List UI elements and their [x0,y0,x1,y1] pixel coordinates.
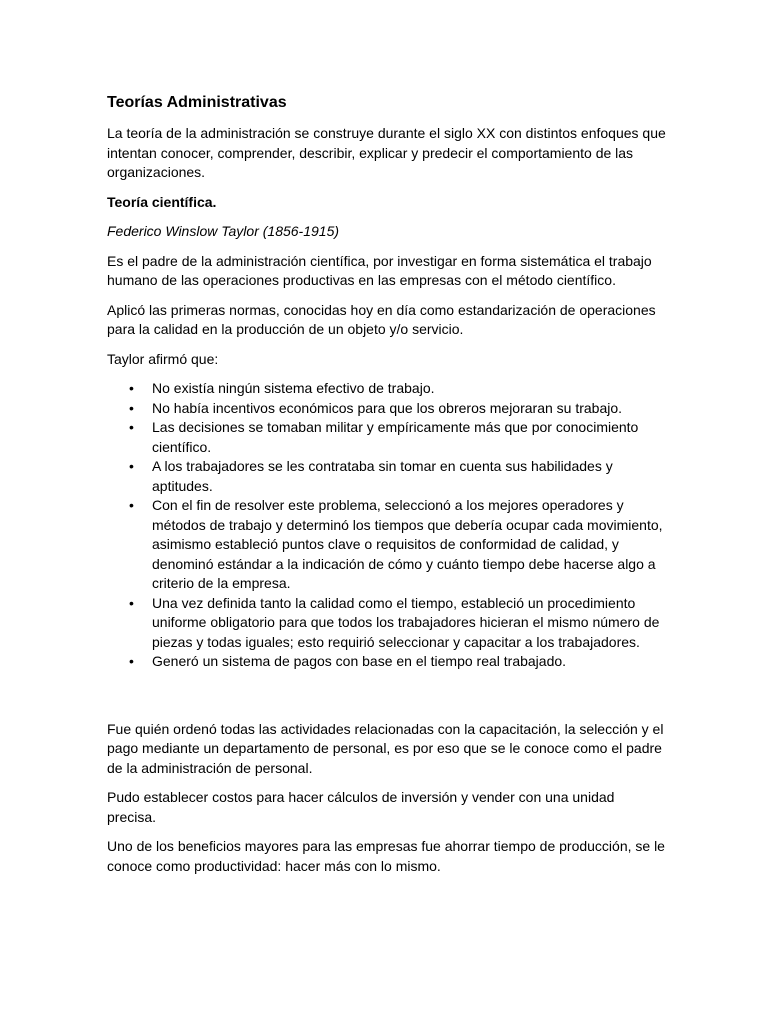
list-item-text: Las decisiones se tomaban militar y empíricamente más que por conocimiento científico. [152,419,639,455]
blank-line [107,682,667,720]
list-item-text: Una vez definida tanto la calidad como el tiempo, estableció un procedimiento uniforme obligatorio para que todos los trabajadores hicieran el mismo número de piezas y todas iguales; esto requirió seleccionar y capacitar a los trabajadores. [152,594,660,650]
list-intro: Taylor afirmó que: [107,350,219,367]
paragraph-4: Pudo establecer costos para hacer cálculos de inversión y vender con una unidad precisa. [107,789,615,825]
list-item [129,496,667,594]
author-line: Federico Winslow Taylor (1856-1915) [107,223,340,239]
list-item [129,652,667,672]
list-item [129,594,667,653]
intro-paragraph: La teoría de la administración se construye durante el siglo XX con distintos enfoques que intentan conocer, comprender, describir, explicar y predecir el comportamiento de las organizaciones. [107,125,666,180]
section-heading: Teoría científica. [107,193,217,210]
list-item-text: A los trabajadores se les contrataba sin tomar en cuenta sus habilidades y aptitudes. [152,458,613,494]
paragraph-2: Aplicó las primeras normas, conocidas hoy en día como estandarización de operaciones para la calidad en la producción de un objeto y/o servicio. [107,301,656,337]
list-item-text: No había incentivos económicos para que los obreros mejoraran su trabajo. [152,399,623,416]
bullet-icon: • [129,380,134,396]
paragraph-5: Uno de los beneficios mayores para las empresas fue ahorrar tiempo de producción, se le conoce como productividad: hacer más con lo mismo. [107,838,665,874]
list-item [129,457,667,496]
list-item [129,399,667,419]
bullet-icon: • [129,594,134,611]
list-item [129,418,667,457]
list-item-text: Generó un sistema de pagos con base en el tiempo real trabajado. [152,653,567,669]
document-page [107,93,667,886]
list-item-text: No existía ningún sistema efectivo de trabajo. [152,380,435,396]
bullet-icon: • [129,419,134,435]
bullet-icon: • [129,497,134,513]
bullet-icon: • [129,458,134,474]
bullet-list [107,379,667,672]
paragraph-1: Es el padre de la administración científica, por investigar en forma sistemática el trabajo humano de las operaciones productivas en las empresas con el método científico. [107,252,652,288]
paragraph-3: Fue quién ordenó todas las actividades relacionadas con la capacitación, la selección y el pago mediante un departamento de personal, es por eso que se le conoce como el padre de la administración de personal. [107,720,664,776]
list-item-text: Con el fin de resolver este problema, seleccionó a los mejores operadores y métodos de trabajo y determinó los tiempos que debería ocupar cada movimiento, asimismo estableció puntos clave o requisitos de conformidad de calidad, y denominó estándar a la indicación de cómo y cuánto tiempo debe hacerse algo a criterio de la empresa. [152,497,663,591]
list-item [129,379,667,399]
document-title: Teorías Administrativas [107,94,287,111]
bullet-icon: • [129,399,134,416]
bullet-icon: • [129,653,134,669]
